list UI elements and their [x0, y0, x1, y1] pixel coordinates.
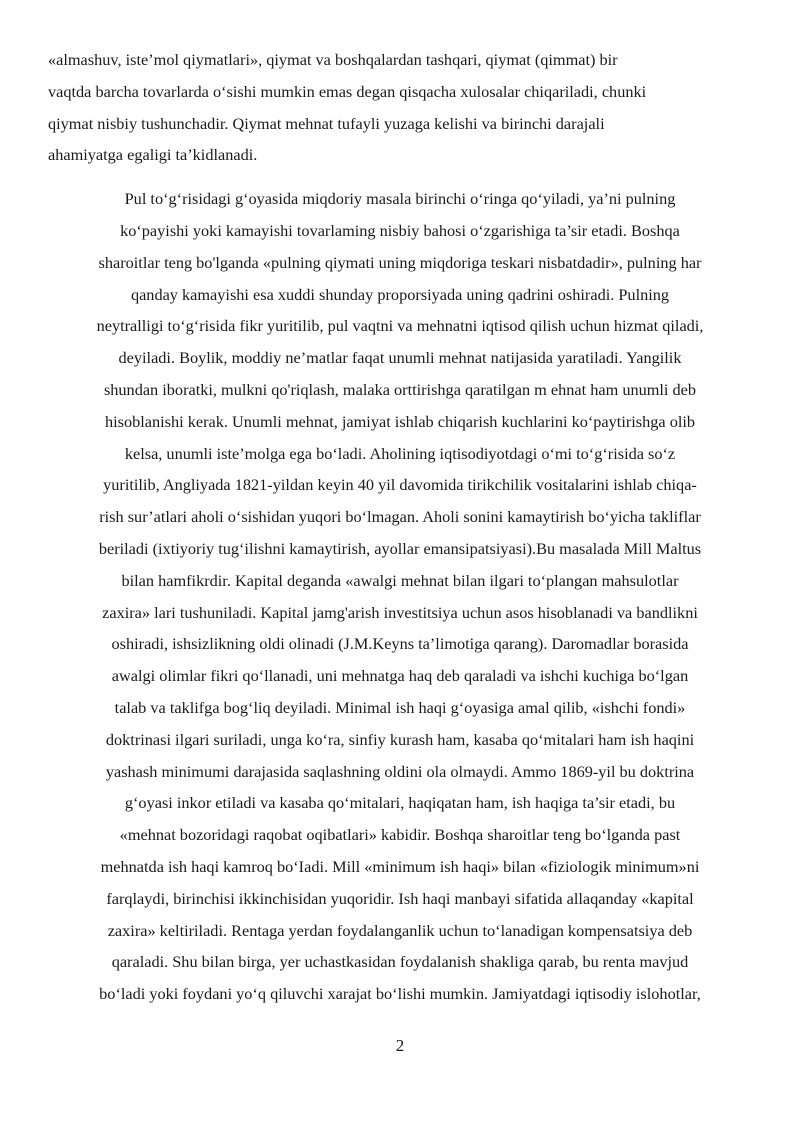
text-line: vaqtda barcha tovarlarda o‘sishi mumkin emas degan qisqacha xulosalar chiqariladi, chunki: [48, 81, 647, 101]
paragraph-2: [48, 183, 752, 1010]
text-line: rish sur’atlari aholi o‘sishidan yuqori bo‘lmagan. Aholi sonini kamaytirish bo‘yicha takliflar: [99, 507, 701, 527]
text-line: qanday kamayishi esa xuddi shunday proporsiyada uning qadrini oshiradi. Pulning: [130, 284, 670, 304]
text-line: ahamiyatga egaligi ta’kidlanadi.: [48, 145, 258, 165]
text-line: zaxira» keltiriladi. Rentaga yerdan foydalanganlik uchun to‘lanadigan kompensatsiya deb: [107, 920, 693, 940]
text-line: mehnatda ish haqi kamroq bo‘Iadi. Mill «minimum ish haqi» bilan «fiziologik minimum»ni: [100, 856, 700, 876]
text-line: «mehnat bozoridagi raqobat oqibatlari» kabidir. Boshqa sharoitlar teng bo‘lganda past: [119, 825, 681, 845]
text-line: farqlaydi, birinchisi ikkinchisidan yuqoridir. Ish haqi manbayi sifatida allaqanday «kapital: [106, 888, 694, 908]
text-line: talab va taklifga bog‘liq deyiladi. Minimal ish haqi g‘oyasiga amal qilib, «ishchi fondi»: [114, 697, 686, 717]
text-line: bo‘ladi yoki foydani yo‘q qiluvchi xarajat bo‘lishi mumkin. Jamiyatdagi iqtisodiy islohotlar,: [99, 984, 701, 1004]
text-line: sharoitlar teng bo'lganda «pulning qiymati uning miqdoriga teskari nisbatdadir», pulning har: [98, 252, 702, 272]
text-line: shundan iboratki, mulkni qo'riqlash, malaka orttirishga qaratilgan m ehnat ham unumli deb: [103, 379, 697, 399]
text-line: doktrinasi ilgari suriladi, unga ko‘ra, sinfiy kurash ham, kasaba qo‘mitalari ham ish haqini: [105, 729, 695, 749]
text-line: hisoblanishi kerak. Unumli mehnat, jamiyat ishlab chiqarish kuchlarini ko‘paytirishga olib: [104, 411, 696, 431]
text-line: neytralligi to‘g‘risida fikr yuritilib, pul vaqtni va mehnatni iqtisod qilish uchun hizmat qiladi,: [96, 316, 704, 336]
text-line: awalgi olimlar fikri qo‘llanadi, uni mehnatga haq deb qaraladi va ishchi kuchiga bo‘lgan: [111, 666, 689, 686]
text-line: ko‘payishi yoki kamayishi tovarlaming nisbiy bahosi o‘zgarishiga ta’sir etadi. Boshqa: [120, 220, 680, 240]
text-line: «almashuv, iste’mol qiymatlari», qiymat va boshqalardan tashqari, qiymat (qimmat) bir: [48, 50, 618, 69]
text-line: bilan hamfikrdir. Kapital deganda «awalgi mehnat bilan ilgari to‘plangan mahsulotlar: [121, 570, 679, 590]
page-number: 2: [395, 1036, 405, 1055]
text-line: yuritilib, Angliyada 1821-yildan keyin 40 yil davomida tirikchilik vositalarini ishlab chiqa-: [103, 475, 697, 495]
text-line: g‘oyasi inkor etiladi va kasaba qo‘mitalari, haqiqatan ham, ish haqiga ta’sir etadi, bu: [124, 793, 676, 813]
text-line: oshiradi, ishsizlikning oldi olinadi (J.M.Keyns ta’limotiga qarang). Daromadlar borasida: [111, 634, 689, 654]
text-line: zaxira» lari tushuniladi. Kapital jamg'arish investitsiya uchun asos hisoblanadi va bandlikni: [102, 602, 698, 622]
text-line: deyiladi. Boylik, moddiy ne’matlar faqat unumli mehnat natijasida yaratiladi. Yangilik: [118, 348, 682, 368]
text-line: kelsa, unumli iste’molga ega bo‘ladi. Aholining iqtisodiyotdagi o‘mi to‘g‘risida so‘z: [124, 443, 676, 463]
paragraph-1: [48, 44, 752, 171]
text-line: qiymat nisbiy tushunchadir. Qiymat mehnat tufayli yuzaga kelishi va birinchi darajali: [48, 113, 605, 133]
text-line: beriladi (ixtiyoriy tug‘ilishni kamaytirish, ayollar emansipatsiyasi).Bu masalada Mill Maltus: [98, 538, 702, 558]
text-line: Pul to‘g‘risidagi g‘oyasida miqdoriy masala birinchi o‘ringa qo‘yiladi, ya’ni pulning: [124, 189, 676, 209]
text-line: yashash minimumi darajasida saqlashning oldini ola olmaydi. Ammo 1869-yil bu doktrina: [105, 761, 695, 781]
text-line: qaraladi. Shu bilan birga, yer uchastkasidan foydalanish shakliga qarab, bu renta mavjud: [111, 952, 689, 972]
document-page: [48, 44, 752, 1010]
